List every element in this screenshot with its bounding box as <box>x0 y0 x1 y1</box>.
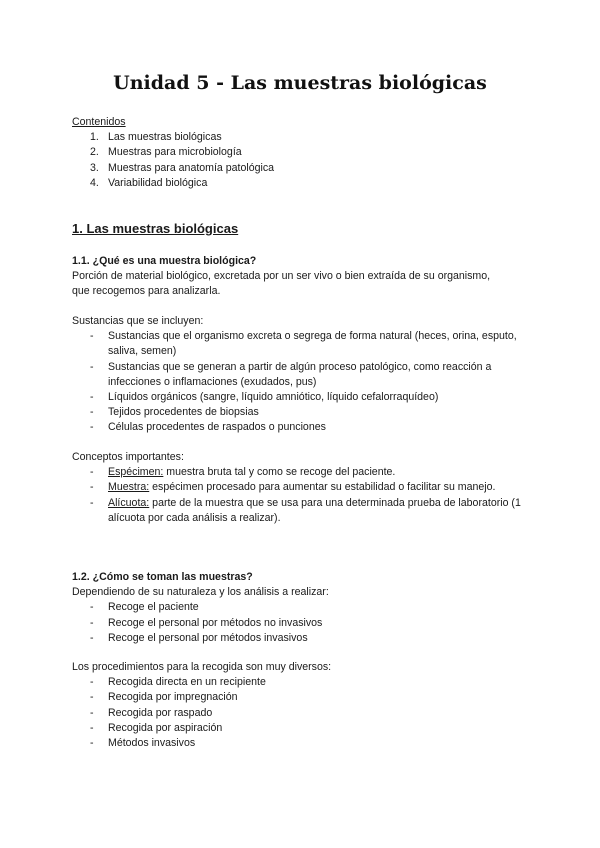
list-item: - Recoge el personal por métodos no invasivos <box>90 616 323 629</box>
concept-term: Alícuota: <box>108 496 150 509</box>
toc-item-number: 1. <box>90 131 99 144</box>
list-item: - Alícuota: parte de la muestra que se usa para una determinada prueba de laboratorio (1 alícuota por cada análisis a realizar). <box>90 496 521 524</box>
list-item: - Recogida por impregnación <box>90 691 238 704</box>
toc-item <box>72 145 532 160</box>
definition-line: Porción de material biológico, excretada por un ser vivo o bien extraída de su organismo, <box>72 270 491 283</box>
list-item-text: Recogida por raspado <box>108 706 213 719</box>
procedures-list <box>72 675 532 751</box>
list-item: - Tejidos procedentes de biopsias <box>90 406 259 419</box>
toc-item <box>72 176 532 191</box>
concepts-list <box>72 465 532 526</box>
toc-item <box>72 161 532 176</box>
toc-item-label: Muestras para anatomía patológica <box>108 161 275 174</box>
toc-item-label: Las muestras biológicas <box>108 131 222 144</box>
concept-text: parte de la muestra que se usa para una determinada prueba de laboratorio (1 alícuota por cada análisis a realizar). <box>108 496 521 524</box>
substances-list <box>72 329 532 435</box>
table-of-contents <box>72 115 532 191</box>
list-item-text: Líquidos orgánicos (sangre, líquido amniótico, líquido cefalorraquídeo) <box>108 391 439 403</box>
list-item-text: Recoge el personal por métodos no invasivos <box>108 616 323 629</box>
list-item-text: Sustancias que el organismo excreta o segrega de forma natural (heces, orina, esputo, saliva, semen) <box>108 330 517 358</box>
concept-term: Espécimen: <box>108 466 164 479</box>
list-item-text: Recoge el paciente <box>108 601 199 614</box>
list-item: - Métodos invasivos <box>90 737 196 749</box>
subsection-heading: 1.2. ¿Cómo se toman las muestras? <box>72 571 253 583</box>
list-item-text: Células procedentes de raspados o punciones <box>108 421 326 434</box>
list-item-text: Recoge el personal por métodos invasivos <box>108 631 308 644</box>
toc-list <box>72 130 532 191</box>
concept-text: espécimen procesado para aumentar su estabilidad o facilitar su manejo. <box>149 481 496 494</box>
list-item: - Recogida directa en un recipiente <box>90 676 266 689</box>
procedures-block <box>72 660 532 751</box>
list-item: - Muestra: espécimen procesado para aumentar su estabilidad o facilitar su manejo. <box>90 481 496 494</box>
toc-item-label: Variabilidad biológica <box>108 176 208 189</box>
list-item-text: Recogida por aspiración <box>108 721 223 734</box>
list-item-text: Recogida directa en un recipiente <box>108 676 266 689</box>
list-item: - Recoge el personal por métodos invasivos <box>90 631 308 644</box>
toc-item-number: 2. <box>90 146 99 159</box>
collectors-list <box>72 600 532 646</box>
list-item: - Recogida por raspado <box>90 706 213 719</box>
list-item: - Sustancias que se generan a partir de algún proceso patológico, como reacción a infecciones o inflamaciones (exudados, pus) <box>90 360 492 388</box>
list-item: - Sustancias que el organismo excreta o segrega de forma natural (heces, orina, esputo, saliva, semen) <box>90 330 517 358</box>
toc-heading: Contenidos <box>72 116 126 128</box>
toc-item-number: 3. <box>90 161 99 174</box>
substances-block <box>72 314 532 436</box>
procedures-intro: Los procedimientos para la recogida son muy diversos: <box>72 661 332 673</box>
list-item: - Células procedentes de raspados o punciones <box>90 421 326 434</box>
list-item: - Líquidos orgánicos (sangre, líquido amniótico, líquido cefalorraquídeo) <box>90 391 439 403</box>
list-item-text: Tejidos procedentes de biopsias <box>108 406 259 419</box>
concept-text: muestra bruta tal y como se recoge del paciente. <box>163 466 396 479</box>
list-item-text: Métodos invasivos <box>108 737 196 749</box>
page-title: Unidad 5 - Las muestras biológicas <box>113 72 487 94</box>
definition-line: que recogemos para analizarla. <box>72 285 221 298</box>
list-item: - Espécimen: muestra bruta tal y como se recoge del paciente. <box>90 466 396 479</box>
list-item-text: Recogida por impregnación <box>108 691 238 704</box>
toc-item <box>72 130 532 145</box>
concepts-intro: Conceptos importantes: <box>72 451 184 463</box>
subsection-1-1 <box>72 254 532 300</box>
toc-item-number: 4. <box>90 176 99 189</box>
list-item: - Recogida por aspiración <box>90 721 223 734</box>
section-heading: 1. Las muestras biológicas <box>72 221 239 236</box>
list-item: - Recoge el paciente <box>90 601 199 614</box>
concept-term: Muestra: <box>108 481 150 494</box>
list-item-text: Sustancias que se generan a partir de algún proceso patológico, como reacción a infecciones o inflamaciones (exudados, pus) <box>108 360 492 388</box>
collection-intro: Dependiendo de su naturaleza y los análisis a realizar: <box>72 586 329 599</box>
subsection-heading: 1.1. ¿Qué es una muestra biológica? <box>72 255 257 267</box>
toc-item-label: Muestras para microbiología <box>108 146 242 159</box>
concepts-block <box>72 450 532 526</box>
substances-intro: Sustancias que se incluyen: <box>72 315 204 327</box>
subsection-1-2 <box>72 570 532 646</box>
